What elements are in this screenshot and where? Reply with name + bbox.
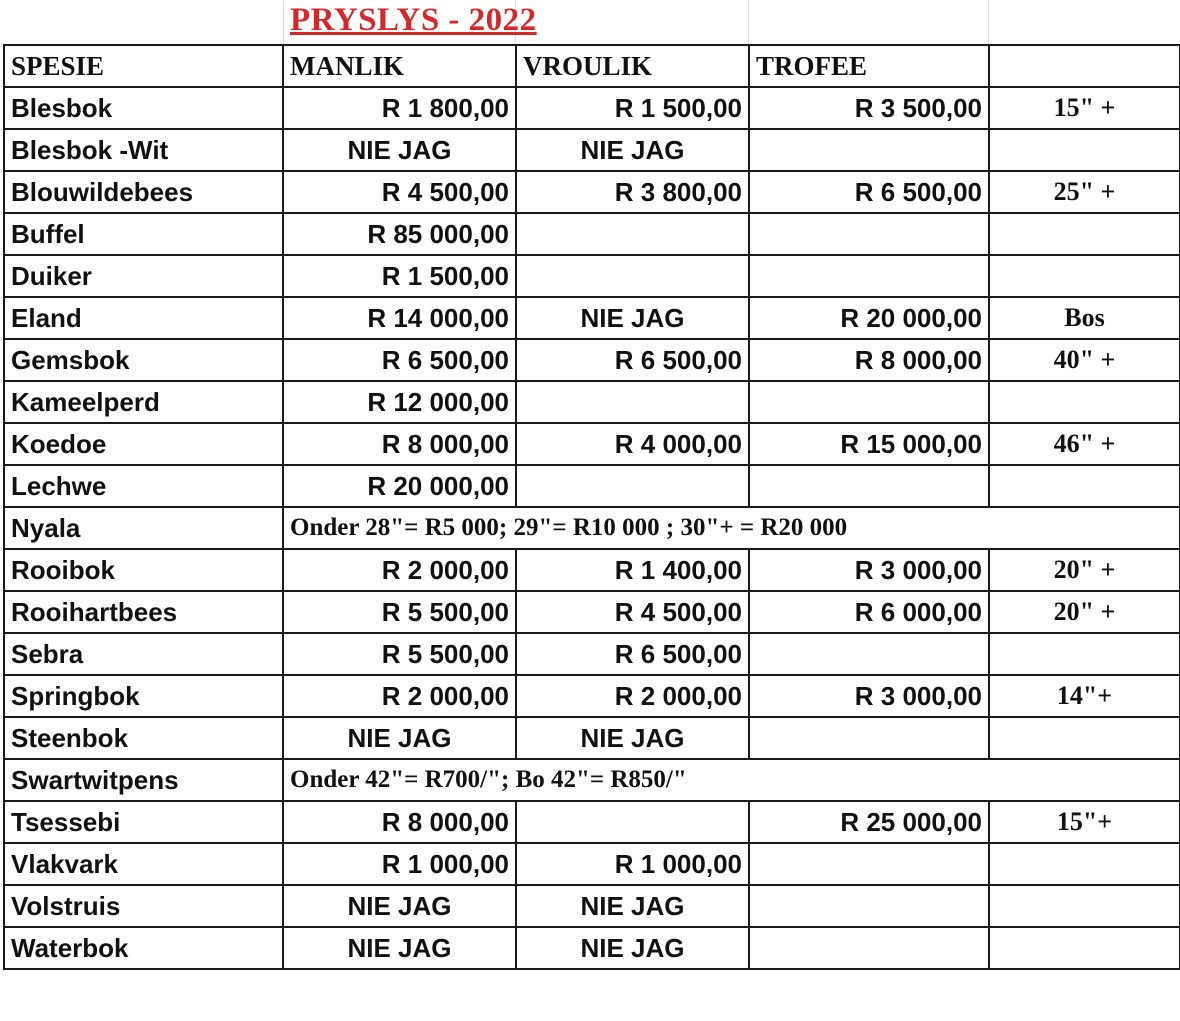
- species-cell: Blouwildebees: [4, 171, 283, 213]
- trophy-size-cell: Bos: [989, 297, 1180, 339]
- trofee-price-cell: [749, 381, 989, 423]
- vroulik-price-cell: R 6 500,00: [516, 339, 749, 381]
- trofee-price-cell: [749, 927, 989, 969]
- title-row: [0, 0, 1180, 44]
- manlik-price-cell: R 2 000,00: [283, 675, 516, 717]
- trophy-size-cell: 46" +: [989, 423, 1180, 465]
- manlik-price-cell: NIE JAG: [283, 717, 516, 759]
- trofee-price-cell: [749, 843, 989, 885]
- trophy-size-cell: [989, 255, 1180, 297]
- manlik-price-cell: NIE JAG: [283, 885, 516, 927]
- table-row: [4, 339, 1180, 381]
- manlik-price-cell: R 20 000,00: [283, 465, 516, 507]
- header-row: [4, 45, 1180, 87]
- price-note-cell: Onder 42"= R700/"; Bo 42"= R850/": [283, 759, 1180, 801]
- table-row: [4, 843, 1180, 885]
- table-row: [4, 885, 1180, 927]
- species-cell: Tsessebi: [4, 801, 283, 843]
- table-row: [4, 549, 1180, 591]
- species-cell: Sebra: [4, 633, 283, 675]
- page-title: PRYSLYS - 2022: [290, 2, 537, 38]
- trophy-size-cell: [989, 843, 1180, 885]
- manlik-price-cell: R 2 000,00: [283, 549, 516, 591]
- manlik-price-cell: R 8 000,00: [283, 423, 516, 465]
- species-cell: Eland: [4, 297, 283, 339]
- trofee-price-cell: [749, 255, 989, 297]
- species-cell: Rooihartbees: [4, 591, 283, 633]
- table-row: [4, 171, 1180, 213]
- price-note-cell: Onder 28"= R5 000; 29"= R10 000 ; 30"+ = R20 000: [283, 507, 1180, 549]
- trofee-price-cell: [749, 129, 989, 171]
- species-cell: Kameelperd: [4, 381, 283, 423]
- vroulik-price-cell: [516, 255, 749, 297]
- trophy-size-cell: 20" +: [989, 591, 1180, 633]
- species-cell: Nyala: [4, 507, 283, 549]
- price-table: [3, 44, 1180, 970]
- header-trofee: TROFEE: [749, 45, 989, 87]
- manlik-price-cell: NIE JAG: [283, 129, 516, 171]
- vroulik-price-cell: R 4 000,00: [516, 423, 749, 465]
- species-cell: Buffel: [4, 213, 283, 255]
- vroulik-price-cell: NIE JAG: [516, 927, 749, 969]
- table-row: [4, 255, 1180, 297]
- manlik-price-cell: R 1 800,00: [283, 87, 516, 129]
- header-vroulik: VROULIK: [516, 45, 749, 87]
- header-manlik: MANLIK: [283, 45, 516, 87]
- trofee-price-cell: [749, 885, 989, 927]
- table-row: [4, 129, 1180, 171]
- vroulik-price-cell: R 1 400,00: [516, 549, 749, 591]
- trofee-price-cell: R 3 000,00: [749, 675, 989, 717]
- vroulik-price-cell: [516, 213, 749, 255]
- trophy-size-cell: [989, 885, 1180, 927]
- trofee-price-cell: [749, 633, 989, 675]
- manlik-price-cell: R 4 500,00: [283, 171, 516, 213]
- trofee-price-cell: R 6 000,00: [749, 591, 989, 633]
- species-cell: Rooibok: [4, 549, 283, 591]
- trofee-price-cell: [749, 465, 989, 507]
- header-spesie: SPESIE: [4, 45, 283, 87]
- table-row: [4, 297, 1180, 339]
- price-rows: [4, 87, 1180, 969]
- manlik-price-cell: R 85 000,00: [283, 213, 516, 255]
- species-cell: Gemsbok: [4, 339, 283, 381]
- vroulik-price-cell: NIE JAG: [516, 717, 749, 759]
- trophy-size-cell: 15"+: [989, 801, 1180, 843]
- trofee-price-cell: R 3 000,00: [749, 549, 989, 591]
- title-row-cell: [0, 0, 284, 44]
- table-row: [4, 717, 1180, 759]
- table-row: [4, 213, 1180, 255]
- trofee-price-cell: [749, 717, 989, 759]
- trofee-price-cell: [749, 213, 989, 255]
- species-cell: Blesbok: [4, 87, 283, 129]
- table-row: [4, 423, 1180, 465]
- table-row: [4, 633, 1180, 675]
- table-row: [4, 87, 1180, 129]
- vroulik-price-cell: R 1 000,00: [516, 843, 749, 885]
- table-row: [4, 465, 1180, 507]
- table-row: [4, 927, 1180, 969]
- manlik-price-cell: R 5 500,00: [283, 591, 516, 633]
- trophy-size-cell: [989, 633, 1180, 675]
- species-cell: Koedoe: [4, 423, 283, 465]
- species-cell: Swartwitpens: [4, 759, 283, 801]
- species-cell: Springbok: [4, 675, 283, 717]
- vroulik-price-cell: NIE JAG: [516, 885, 749, 927]
- vroulik-price-cell: [516, 465, 749, 507]
- manlik-price-cell: R 5 500,00: [283, 633, 516, 675]
- species-cell: Blesbok -Wit: [4, 129, 283, 171]
- table-row: [4, 759, 1180, 801]
- trophy-size-cell: 40" +: [989, 339, 1180, 381]
- trofee-price-cell: R 15 000,00: [749, 423, 989, 465]
- vroulik-price-cell: R 4 500,00: [516, 591, 749, 633]
- trofee-price-cell: R 25 000,00: [749, 801, 989, 843]
- species-cell: Vlakvark: [4, 843, 283, 885]
- vroulik-price-cell: NIE JAG: [516, 297, 749, 339]
- species-cell: Lechwe: [4, 465, 283, 507]
- vroulik-price-cell: NIE JAG: [516, 129, 749, 171]
- title-row-cell: [515, 0, 749, 44]
- table-row: [4, 675, 1180, 717]
- vroulik-price-cell: R 1 500,00: [516, 87, 749, 129]
- manlik-price-cell: NIE JAG: [283, 927, 516, 969]
- trofee-price-cell: R 20 000,00: [749, 297, 989, 339]
- trofee-price-cell: R 3 500,00: [749, 87, 989, 129]
- trophy-size-cell: [989, 129, 1180, 171]
- manlik-price-cell: R 12 000,00: [283, 381, 516, 423]
- trofee-price-cell: R 6 500,00: [749, 171, 989, 213]
- trophy-size-cell: 15" +: [989, 87, 1180, 129]
- species-cell: Waterbok: [4, 927, 283, 969]
- manlik-price-cell: R 1 000,00: [283, 843, 516, 885]
- vroulik-price-cell: R 2 000,00: [516, 675, 749, 717]
- species-cell: Steenbok: [4, 717, 283, 759]
- trophy-size-cell: [989, 381, 1180, 423]
- trophy-size-cell: 25" +: [989, 171, 1180, 213]
- table-row: [4, 801, 1180, 843]
- trophy-size-cell: [989, 213, 1180, 255]
- manlik-price-cell: R 1 500,00: [283, 255, 516, 297]
- trophy-size-cell: [989, 717, 1180, 759]
- trophy-size-cell: [989, 465, 1180, 507]
- vroulik-price-cell: [516, 381, 749, 423]
- vroulik-price-cell: R 6 500,00: [516, 633, 749, 675]
- table-row: [4, 507, 1180, 549]
- table-row: [4, 591, 1180, 633]
- vroulik-price-cell: R 3 800,00: [516, 171, 749, 213]
- trophy-size-cell: 14"+: [989, 675, 1180, 717]
- table-row: [4, 381, 1180, 423]
- trophy-size-cell: 20" +: [989, 549, 1180, 591]
- manlik-price-cell: R 8 000,00: [283, 801, 516, 843]
- header-grootte: [989, 45, 1180, 87]
- manlik-price-cell: R 6 500,00: [283, 339, 516, 381]
- species-cell: Duiker: [4, 255, 283, 297]
- vroulik-price-cell: [516, 801, 749, 843]
- title-row-cell: [748, 0, 989, 44]
- trofee-price-cell: R 8 000,00: [749, 339, 989, 381]
- trophy-size-cell: [989, 927, 1180, 969]
- manlik-price-cell: R 14 000,00: [283, 297, 516, 339]
- species-cell: Volstruis: [4, 885, 283, 927]
